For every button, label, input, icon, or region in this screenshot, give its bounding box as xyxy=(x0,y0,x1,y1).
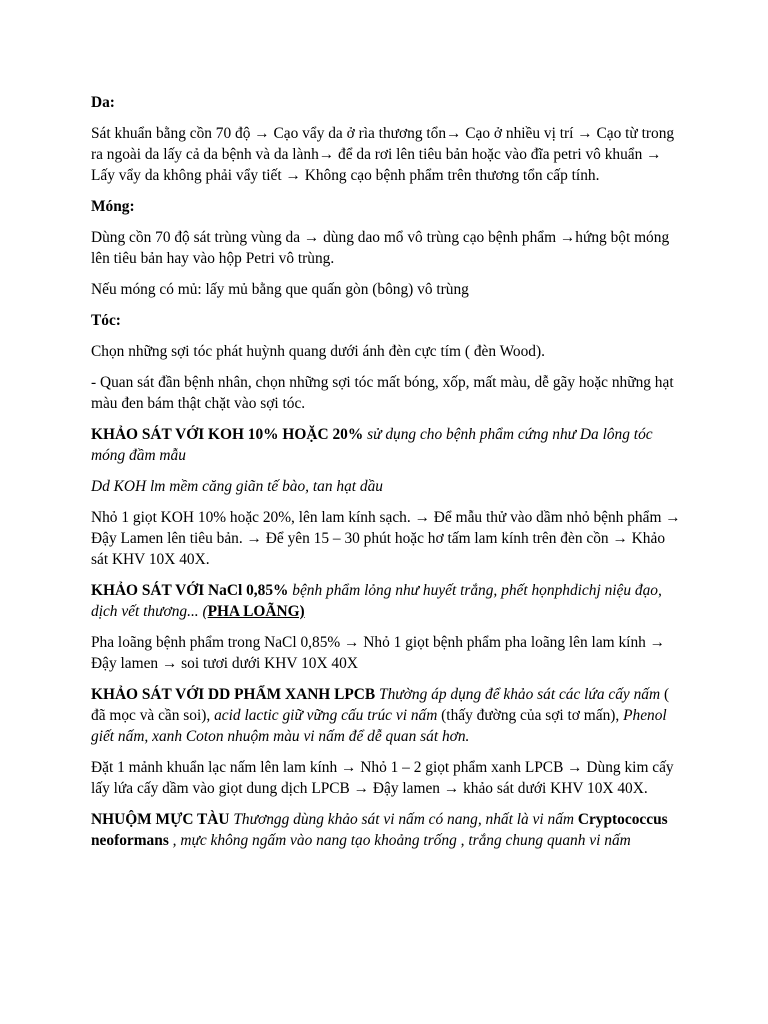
lpcb-title: KHẢO SÁT VỚI DD PHẨM XANH LPCB xyxy=(91,686,376,703)
lpcb-note-2: ( đã mọc và cần soi), xyxy=(91,686,670,724)
lpcb-note-1: Thường áp dụng để khảo sát các lứa cấy nấm xyxy=(375,686,661,703)
paragraph-koh-italic: Dd KOH lm mềm căng giãn tế bào, tan hạt dầu xyxy=(91,478,383,495)
muc-tau-note-2: , mực không ngấm vào nang tạo khoảng trống , trắng chung quanh vi nấm xyxy=(168,832,631,849)
paragraph-koh-body: Nhỏ 1 giọt KOH 10% hoặc 20%, lên lam kính sạch. → Để mẫu thử vào dầm nhỏ bệnh phẩm → Đậy Lamen lên tiêu bản. → Để yên 15 – 30 phút hoặc hơ tấm lam kính trên đèn cồn → Khảo sát KHV 10X 40X. xyxy=(91,509,681,568)
paragraph-mong: Dùng cồn 70 độ sát trùng vùng da → dùng dao mổ vô trùng cạo bệnh phẩm →hứng bột móng lên tiêu bản hay vào hộp Petri vô trùng. xyxy=(91,229,670,267)
paragraph-toc-1: Chọn những sợi tóc phát huỳnh quang dưới ánh đèn cực tím ( đèn Wood). xyxy=(91,343,545,360)
heading-mong: Móng: xyxy=(91,198,135,215)
paragraph-nacl-title xyxy=(91,580,681,622)
koh-title-note: sử dụng cho bệnh phẩm cứng như Da lông tóc móng đầm mẫu xyxy=(91,426,653,464)
muc-tau-title: NHUỘM MỰC TÀU xyxy=(91,811,230,828)
lpcb-note-3: acid lactic giữ vững cấu trúc vi nấm xyxy=(214,707,438,724)
nacl-title: KHẢO SÁT VỚI NaCl 0,85% xyxy=(91,582,289,599)
document-content xyxy=(91,92,681,861)
muc-tau-note-1: Thươngg dùng khảo sát vi nấm có nang, nhất là vi nấm xyxy=(229,811,578,828)
heading-da: Da: xyxy=(91,94,115,111)
paragraph-nacl-body: Pha loãng bệnh phẩm trong NaCl 0,85% → Nhỏ 1 giọt bệnh phẩm pha loãng lên lam kính → Đậy lamen → soi tươi dưới KHV 10X 40X xyxy=(91,634,666,672)
paragraph-toc-2: - Quan sát đần bệnh nhân, chọn những sợi tóc mất bóng, xốp, mất màu, dễ gãy hoặc những hạt màu đen bám thật chặt vào sợi tóc. xyxy=(91,374,674,412)
paragraph-koh-title xyxy=(91,424,681,466)
nacl-underline: PHA LOÃNG) xyxy=(207,603,305,620)
lpcb-note-5: Phenol giết nấm, xanh Coton nhuộm màu vi nấm để dễ quan sát hơn. xyxy=(91,707,667,745)
paragraph-muc-tau xyxy=(91,809,681,851)
paragraph-mong-note: Nếu móng có mủ: lấy mủ bằng que quấn gòn (bông) vô trùng xyxy=(91,281,469,298)
heading-toc: Tóc: xyxy=(91,312,121,329)
nacl-title-note: bệnh phẩm lỏng như huyết trắng, phết họnphdichj niệu đạo, dịch vết thương... ( xyxy=(91,582,662,620)
lpcb-note-4: (thấy đường của sợi tơ mấn), xyxy=(437,707,624,724)
paragraph-da: Sát khuẩn bằng cồn 70 độ → Cạo vẩy da ở rìa thương tổn→ Cạo ở nhiều vị trí → Cạo từ trong ra ngoài da lấy cả da bệnh và da lành→ để da rơi lên tiêu bản hoặc vào đĩa petri vô khuẩn → Lấy vẩy da không phải vẩy tiết → Không cạo bệnh phẩm trên thương tổn cấp tính. xyxy=(91,125,675,184)
muc-tau-organism: Cryptococcus neoformans xyxy=(91,811,668,849)
koh-title: KHẢO SÁT VỚI KOH 10% HOẶC 20% xyxy=(91,426,364,443)
paragraph-lpcb-body: Đặt 1 mảnh khuẩn lạc nấm lên lam kính → Nhỏ 1 – 2 giọt phẩm xanh LPCB → Dùng kim cấy lấy lứa cấy dầm vào giọt dung dịch LPCB → Đậy lamen → khảo sát dưới KHV 10X 40X. xyxy=(91,759,674,797)
paragraph-lpcb-title xyxy=(91,684,681,747)
